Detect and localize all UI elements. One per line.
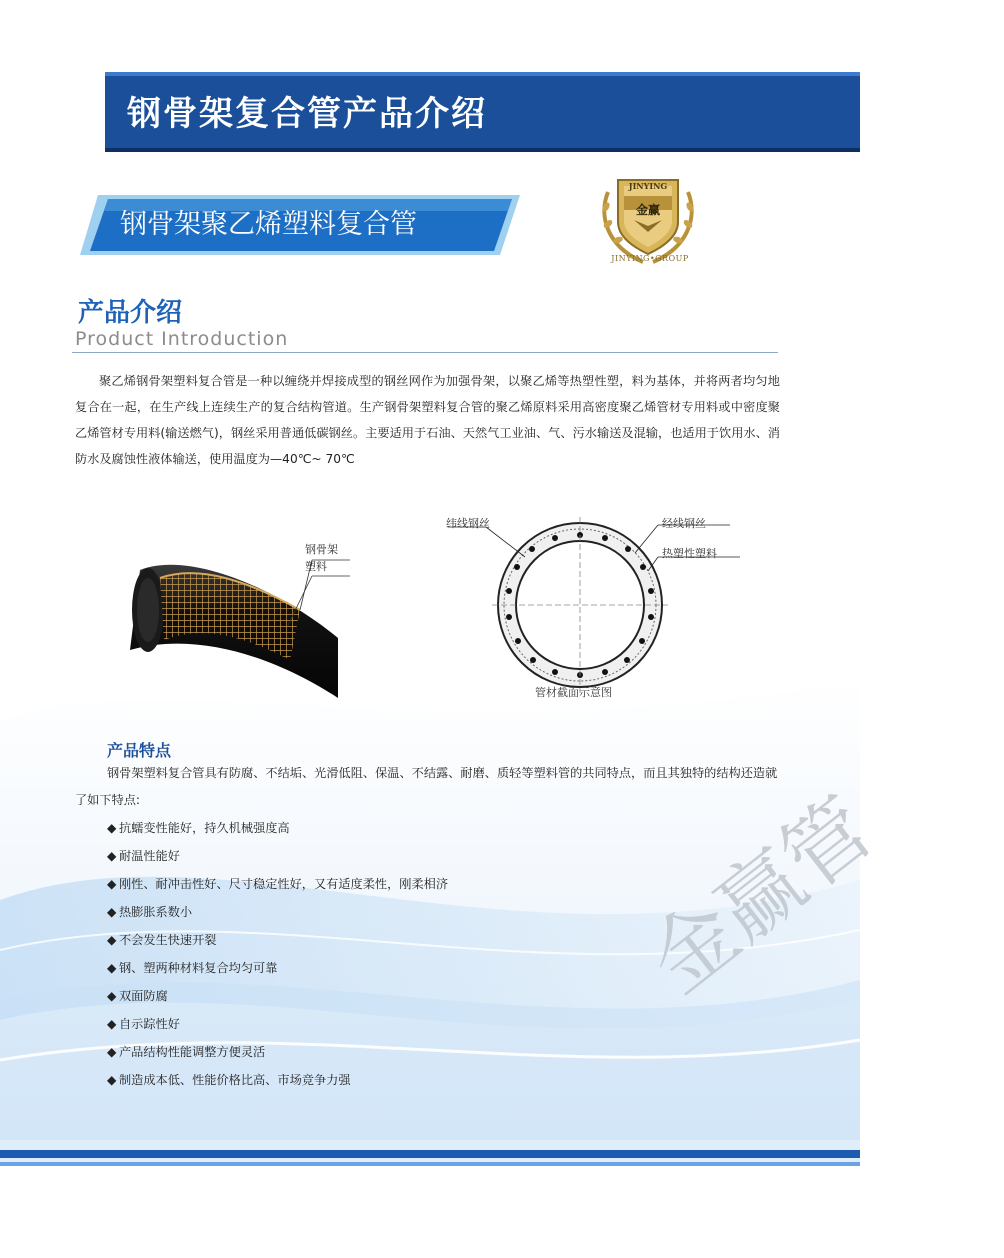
bullet-icon: ◆ [107, 961, 117, 975]
logo-mid-text: 金赢 [635, 203, 660, 217]
bullet-icon: ◆ [107, 821, 117, 835]
list-item: ◆ 抗蠕变性能好，持久机械强度高 [107, 814, 448, 842]
logo-top-text: JINYING [628, 181, 668, 191]
header-banner [105, 72, 860, 152]
cross-section-diagram [430, 505, 760, 705]
section-title-en: Product Introduction [75, 328, 289, 350]
bullet-icon: ◆ [107, 989, 117, 1003]
cross-section-caption: 管材截面示意图 [535, 686, 612, 699]
bullet-icon: ◆ [107, 849, 117, 863]
list-item: ◆ 钢、塑两种材料复合均匀可靠 [107, 954, 448, 982]
bullet-icon: ◆ [107, 905, 117, 919]
footer-bar [0, 1150, 860, 1158]
bullet-icon: ◆ [107, 877, 117, 891]
label-thermoplastic: 热塑性塑料 [662, 547, 717, 560]
list-item: ◆ 制造成本低、性能价格比高、市场竞争力强 [107, 1066, 448, 1094]
intro-paragraph: 聚乙烯钢骨架塑料复合管是一种以缠绕并焊接成型的钢丝网作为加强骨架，以聚乙烯等热塑性塑，料为基体，并将两者均匀地复合在一起，在生产线上连续生产的复合结构管道。生产钢骨架塑料复合管的聚乙烯原料采用高密度聚乙烯管材专用料或中密度聚乙烯管材专用料(输送燃气)，钢丝采用普通低碳钢丝。主要适用于石油、天然气工业油、气、污水输送及混输，也适用于饮用水、消防水及腐蚀性液体输送，使用温度为—40℃~ 70℃ [75, 374, 780, 466]
section-title-cn: 产品介绍 [78, 298, 183, 328]
list-item: ◆ 不会发生快速开裂 [107, 926, 448, 954]
label-warp-wire: 经线钢丝 [662, 517, 706, 530]
features-title: 产品特点 [107, 741, 172, 760]
header-banner-highlight [105, 72, 860, 76]
bullet-icon: ◆ [107, 933, 117, 947]
features-list [107, 814, 448, 1094]
label-weft-wire: 纬线钢丝 [446, 517, 490, 530]
watermark: 金赢管 [631, 779, 891, 1012]
list-item: ◆ 自示踪性好 [107, 1010, 448, 1038]
pipe-label-plastic: 塑料 [305, 560, 327, 573]
page-title: 钢骨架复合管产品介绍 [127, 94, 487, 134]
pipe-label-frame: 钢骨架 [305, 543, 338, 556]
bullet-icon: ◆ [107, 1073, 117, 1087]
list-item: ◆ 热膨胀系数小 [107, 898, 448, 926]
features-intro: 钢骨架塑料复合管具有防腐、不结垢、光滑低阻、保温、不结露、耐磨、质轻等塑料管的共同特点，而且其独特的结构还造就了如下特点: [75, 766, 778, 807]
bullet-icon: ◆ [107, 1045, 117, 1059]
section-divider [72, 352, 778, 353]
footer-bar-accent [0, 1162, 860, 1166]
subheader-title: 钢骨架聚乙烯塑料复合管 [120, 209, 417, 240]
list-item: ◆ 耐温性能好 [107, 842, 448, 870]
bullet-icon: ◆ [107, 1017, 117, 1031]
logo-bottom-text: JINYING•GROUP [611, 254, 689, 263]
list-item: ◆ 双面防腐 [107, 982, 448, 1010]
list-item: ◆ 产品结构性能调整方便灵活 [107, 1038, 448, 1066]
list-item: ◆ 刚性、耐冲击性好、尺寸稳定性好，又有适度柔性，刚柔相济 [107, 870, 448, 898]
